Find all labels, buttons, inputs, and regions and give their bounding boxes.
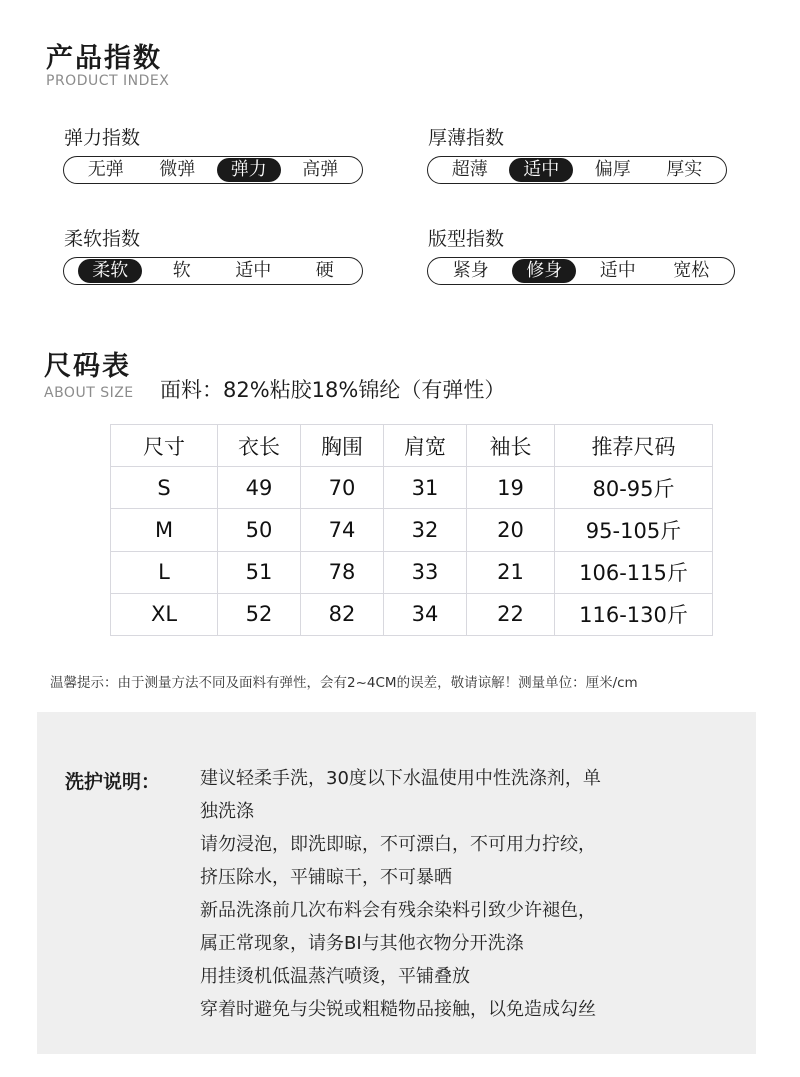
fit-option-selected: 修身 <box>512 259 576 283</box>
cell-sleeve: 21 <box>467 551 555 593</box>
thickness-option: 超薄 <box>451 159 488 180</box>
softness-option-selected: 柔软 <box>78 259 142 283</box>
softness-option: 硬 <box>315 260 334 281</box>
header-recommended: 推荐尺码 <box>555 425 713 467</box>
header-shoulder: 肩宽 <box>384 425 467 467</box>
care-line: 请勿浸泡，即洗即晾，不可漂白，不可用力拧绞， <box>200 834 596 855</box>
fit-index-scale <box>427 257 735 285</box>
cell-sleeve: 22 <box>467 593 555 635</box>
cell-length: 49 <box>218 467 301 509</box>
elasticity-index-label: 弹力指数 <box>64 127 141 149</box>
size-table-header-row <box>111 425 713 467</box>
care-instructions-panel <box>37 712 756 1054</box>
thickness-option-selected: 适中 <box>509 158 573 182</box>
table-row <box>111 593 713 635</box>
softness-index-label: 柔软指数 <box>64 228 141 250</box>
size-table <box>110 424 713 636</box>
care-line: 属正常现象，请务BI与其他衣物分开洗涤 <box>200 933 524 954</box>
cell-bust: 74 <box>301 509 384 551</box>
header-bust: 胸围 <box>301 425 384 467</box>
cell-sleeve: 19 <box>467 467 555 509</box>
care-line: 建议轻柔手洗，30度以下水温使用中性洗涤剂，单 <box>200 768 601 789</box>
cell-length: 52 <box>218 593 301 635</box>
thickness-option: 厚实 <box>666 159 703 180</box>
care-line: 独洗涤 <box>200 801 254 822</box>
cell-shoulder: 31 <box>384 467 467 509</box>
fit-option: 宽松 <box>673 260 710 281</box>
care-instructions-text <box>200 762 680 1026</box>
product-index-subtitle: PRODUCT INDEX <box>46 73 170 89</box>
header-length: 衣长 <box>218 425 301 467</box>
cell-shoulder: 32 <box>384 509 467 551</box>
cell-recommended: 116-130斤 <box>555 593 713 635</box>
elasticity-option: 高弹 <box>302 159 339 180</box>
care-line: 新品洗涤前几次布料会有残余染料引致少许褪色， <box>200 900 596 921</box>
cell-length: 51 <box>218 551 301 593</box>
elasticity-option: 微弹 <box>159 159 196 180</box>
header-sleeve: 袖长 <box>467 425 555 467</box>
fit-option: 适中 <box>599 260 636 281</box>
thickness-index-label: 厚薄指数 <box>428 127 505 149</box>
care-line: 穿着时避免与尖锐或粗糙物品接触，以免造成勾丝 <box>200 999 596 1020</box>
fabric-composition: 面料：82%粘胶18%锦纶（有弹性） <box>160 378 506 402</box>
table-row <box>111 509 713 551</box>
table-row <box>111 467 713 509</box>
thickness-option: 偏厚 <box>594 159 631 180</box>
care-line: 用挂烫机低温蒸汽喷烫，平铺叠放 <box>200 966 470 987</box>
softness-index-scale <box>63 257 363 285</box>
cell-recommended: 80-95斤 <box>555 467 713 509</box>
size-chart-title: 尺码表 <box>44 351 131 382</box>
cell-bust: 70 <box>301 467 384 509</box>
cell-size: L <box>111 551 218 593</box>
size-chart-subtitle: ABOUT SIZE <box>44 385 134 401</box>
cell-sleeve: 20 <box>467 509 555 551</box>
care-line: 挤压除水，平铺晾干，不可暴晒 <box>200 867 452 888</box>
care-label: 洗护说明： <box>65 771 161 793</box>
cell-recommended: 95-105斤 <box>555 509 713 551</box>
cell-length: 50 <box>218 509 301 551</box>
fit-index-label: 版型指数 <box>428 228 505 250</box>
cell-bust: 78 <box>301 551 384 593</box>
cell-bust: 82 <box>301 593 384 635</box>
product-index-title: 产品指数 <box>46 43 162 74</box>
cell-recommended: 106-115斤 <box>555 551 713 593</box>
softness-option: 软 <box>172 260 191 281</box>
cell-size: M <box>111 509 218 551</box>
elasticity-option-selected: 弹力 <box>217 158 281 182</box>
elasticity-option: 无弹 <box>87 159 124 180</box>
elasticity-index-scale <box>63 156 363 184</box>
cell-size: S <box>111 467 218 509</box>
thickness-index-scale <box>427 156 727 184</box>
cell-shoulder: 34 <box>384 593 467 635</box>
cell-shoulder: 33 <box>384 551 467 593</box>
softness-option: 适中 <box>235 260 272 281</box>
cell-size: XL <box>111 593 218 635</box>
header-size: 尺寸 <box>111 425 218 467</box>
fit-option: 紧身 <box>452 260 489 281</box>
measurement-tip: 温馨提示：由于测量方法不同及面料有弹性，会有2~4CM的误差，敬请谅解！测量单位：厘米/cm <box>50 675 638 691</box>
table-row <box>111 551 713 593</box>
